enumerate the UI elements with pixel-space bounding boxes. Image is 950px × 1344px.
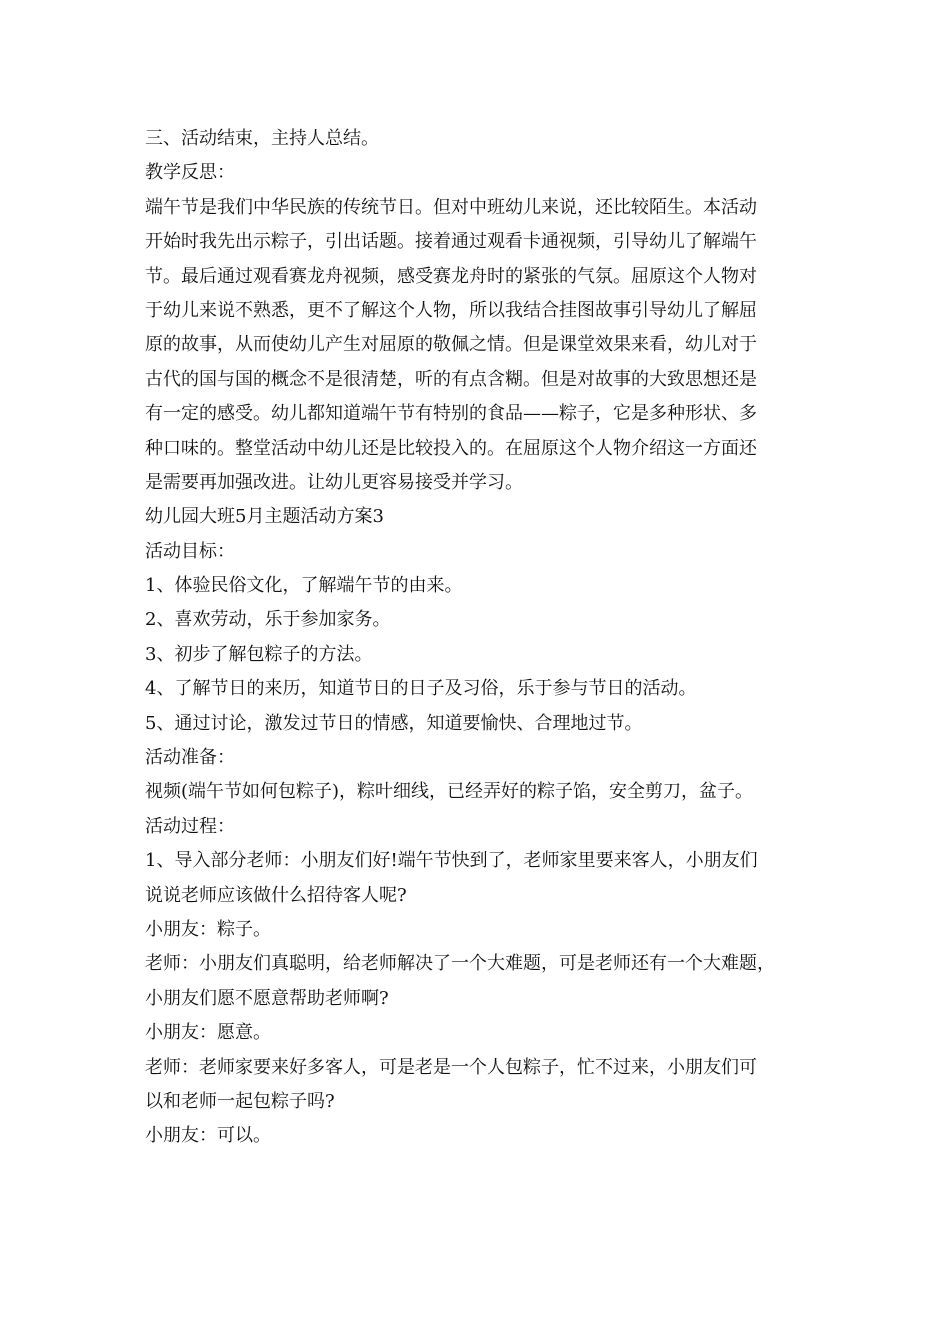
dialogue-line: 1、导入部分老师：小朋友们好!端午节快到了，老师家里要来客人，小朋友们	[145, 850, 758, 872]
goal-item: 5、通过讨论，激发过节日的情感，知道要愉快、合理地过节。	[145, 712, 643, 734]
goal-item: 2、喜欢劳动，乐于参加家务。	[145, 609, 391, 631]
paragraph-line: 端午节是我们中华民族的传统节日。但对中班幼儿来说，还比较陌生。本活动	[145, 196, 757, 218]
heading-teaching-reflection: 教学反思：	[145, 162, 235, 184]
paragraph-line: 节。最后通过观看赛龙舟视频，感受赛龙舟时的紧张的气氛。屈原这个人物对	[145, 265, 757, 287]
paragraph-line: 有一定的感受。幼儿都知道端午节有特别的食品——粽子，它是多种形状、多	[145, 403, 757, 425]
document-body	[145, 122, 825, 1154]
dialogue-line: 小朋友们愿不愿意帮助老师啊?	[145, 987, 389, 1009]
preparation-text: 视频(端午节如何包粽子)，粽叶细线，已经弄好的粽子馅，安全剪刀，盆子。	[145, 781, 754, 803]
dialogue-line: 小朋友：可以。	[145, 1125, 271, 1147]
dialogue-line: 小朋友：粽子。	[145, 918, 271, 940]
heading-activity-goals: 活动目标：	[145, 540, 235, 562]
paragraph-line: 种口味的。整堂活动中幼儿还是比较投入的。在屈原这个人物介绍这一方面还	[145, 437, 757, 459]
paragraph-line: 于幼儿来说不熟悉，更不了解这个人物，所以我结合挂图故事引导幼儿了解屈	[145, 299, 757, 321]
paragraph-line: 古代的国与国的概念不是很清楚，听的有点含糊。但是对故事的大致思想还是	[145, 368, 757, 390]
paragraph-line: 是需要再加强改进。让幼儿更容易接受并学习。	[145, 471, 523, 493]
goal-item: 4、了解节日的来历，知道节日的日子及习俗，乐于参与节日的活动。	[145, 678, 697, 700]
goal-item: 1、体验民俗文化，了解端午节的由来。	[145, 575, 463, 597]
paragraph-line: 原的故事，从而使幼儿产生对屈原的敬佩之情。但是课堂效果来看，幼儿对于	[145, 334, 757, 356]
paragraph-line: 开始时我先出示粽子，引出话题。接着通过观看卡通视频，引导幼儿了解端午	[145, 231, 757, 253]
heading-plan-3-title: 幼儿园大班5月主题活动方案3	[145, 506, 384, 528]
section-step-3-conclusion: 三、活动结束，主持人总结。	[145, 128, 379, 149]
dialogue-line: 老师：老师家要来好多客人，可是老是一个人包粽子，忙不过来，小朋友们可	[145, 1056, 757, 1078]
heading-activity-process: 活动过程：	[145, 815, 235, 837]
dialogue-line: 说说老师应该做什么招待客人呢?	[145, 884, 407, 906]
dialogue-line: 以和老师一起包粽子吗?	[145, 1090, 335, 1112]
heading-activity-preparation: 活动准备：	[145, 747, 235, 769]
dialogue-line: 小朋友：愿意。	[145, 1022, 271, 1044]
dialogue-line: 老师：小朋友们真聪明，给老师解决了一个大难题，可是老师还有一个大难题，	[145, 953, 775, 975]
goal-item: 3、初步了解包粽子的方法。	[145, 643, 373, 665]
